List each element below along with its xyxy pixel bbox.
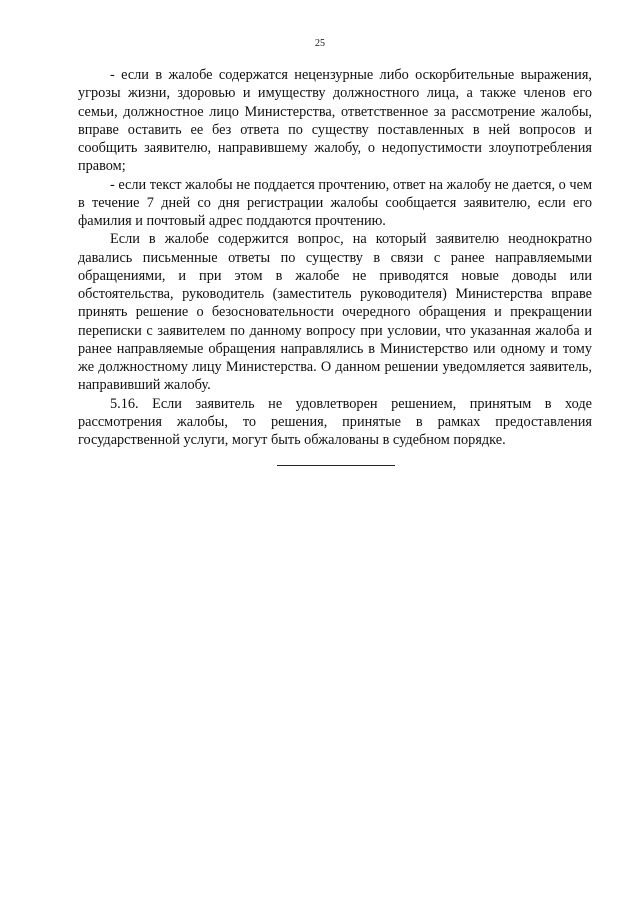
paragraph-unreadable-complaint: - если текст жалобы не поддается прочтению, ответ на жалобу не дается, о чем в течение 7 дней со дня регистрации жалобы сообщается заявителю, если его фамилия и почтовый адрес поддаются прочтению.: [78, 176, 592, 229]
paragraph-5-16-court-appeal: 5.16. Если заявитель не удовлетворен решением, принятым в ходе рассмотрения жалобы, то решения, принятые в рамках предоставления государственной услуги, могут быть обжалованы в судебном порядке.: [78, 395, 592, 448]
page-number: 25: [315, 38, 325, 49]
paragraph-repeated-question: Если в жалобе содержится вопрос, на который заявителю неоднократно давались письменные ответы по существу в связи с ранее направляемыми обращениями, и при этом в жалобе не приводятся новые доводы или обстоятельства, руководитель (заместитель руководителя) Министерства вправе принять решение о безосновательности очередного обращения и прекращении переписки с заявителем по данному вопросу при условии, что указанная жалоба и ранее направляемые обращения направлялись в Министерство или одному и тому же должностному лицу Министерства. О данном решении уведомляется заявитель, направивший жалобу.: [78, 231, 592, 394]
end-separator-line: [277, 465, 395, 466]
document-body: [78, 66, 592, 449]
paragraph-obscene-complaint: - если в жалобе содержатся нецензурные либо оскорбительные выражения, угрозы жизни, здоровью и имуществу должностного лица, а также членов его семьи, должностное лицо Министерства, ответственное за рассмотрение жалобы, вправе оставить ее без ответа по существу поставленных в ней вопросов и сообщить заявителю, направившему жалобу, о недопустимости злоупотребления правом;: [78, 67, 592, 175]
